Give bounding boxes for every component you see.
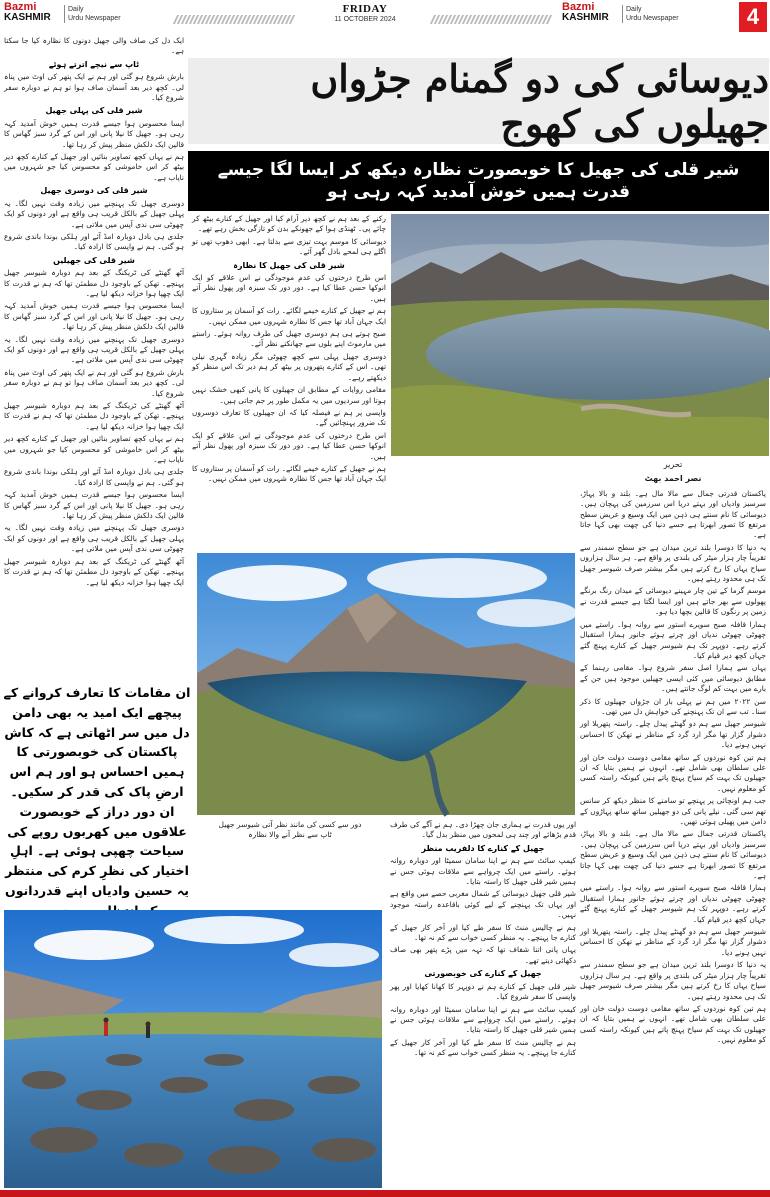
page-footer-bar [0, 1190, 770, 1197]
issue-day: FRIDAY [342, 3, 388, 15]
text-column-middle: رکنے کے بعد ہم نے کچھ دیر آرام کیا اور جھیل کے کنارے بیٹھ کر چائے پی۔ ٹھنڈی ہوا کے جھونکے بدن کو تازگی بخش رہے تھے۔ دیوسائی کا موسم بہت تیزی سے بدلتا ہے۔ ابھی دھوپ تھی تو اگلے ہی لمحے بادل گھر آئے۔ شیر قلی کی جھیل کا نظارہ اس طرح درختوں کی عدم موجودگی نے اس علاقے کو ایک انوکھا حسن عطا کیا ہے۔ دور دور تک سبزہ اور پھول نظر آتے ہیں۔ ہم نے جھیل کے کنارے خیمے لگائے۔ رات کو آسمان پر ستاروں کا ایک جہان آباد تھا جس کا نظارہ شہروں میں ممکن نہیں۔ صبح ہوتے ہی ہم دوسری جھیل کی طرف روانہ ہوئے۔ راستے میں مارموٹ اپنے بلوں سے جھانکتے نظر آئے۔ دوسری جھیل پہلی سے کچھ چھوٹی مگر زیادہ گہری نیلی تھی۔ اس کے کنارے پتھروں پر بیٹھ کر ہم دیر تک اس منظر کو دیکھتے رہے۔ مقامی روایات کے مطابق ان جھیلوں کا پانی کبھی خشک نہیں ہوتا اور سردیوں میں یہ مکمل طور پر جم جاتی ہیں۔ واپسی پر ہم نے فیصلہ کیا کہ ان جھیلوں کا تعارف دوسروں تک ضرور پہنچائیں گے۔ اس طرح درختوں کی عدم موجودگی نے اس علاقے کو ایک انوکھا حسن عطا کیا ہے۔ دور دور تک سبزہ اور پھول نظر آتے ہیں۔ ہم نے جھیل کے کنارے خیمے لگائے۔ رات کو آسمان پر ستاروں کا ایک جہان آباد تھا جس کا نظارہ شہروں میں ممکن نہیں۔ [192, 214, 386, 484]
lake-photo-1 [391, 214, 769, 456]
masthead-logo-right [562, 1, 679, 23]
text-column-center-lower: اور یوں قدرت نے ہماری جان چھڑا دی۔ ہم نے آگے کی طرف قدم بڑھائے اور چند ہی لمحوں میں منظر بدل گیا۔ جھیل کے کنارے کا دلفریب منظر کیمپ سائٹ سے ہم نے اپنا سامان سمیٹا اور دوبارہ روانہ ہوئے۔ راستے میں ایک چرواہے سے ملاقات ہوئی جس نے ہمیں شیر قلی جھیل کا راستہ بتایا۔ شیر قلی جھیل دیوسائی کے شمال مغربی حصے میں واقع ہے اور یہاں تک پہنچنے کے لیے کوئی باقاعدہ راستہ موجود نہیں۔ ہم نے چالیس منٹ کا سفر طے کیا اور آخر کار جھیل کے کنارے جا پہنچے۔ یہ منظر کسی خواب سے کم نہ تھا۔ یہاں پانی اتنا شفاف تھا کہ تہہ میں پڑے پتھر بھی صاف دکھائی دیتے تھے۔ جھیل کے کنارے کی خوبصورتی شیر قلی جھیل کے کنارے ہم نے دوپہر کا کھانا کھایا اور پھر واپسی کا سفر شروع کیا۔ کیمپ سائٹ سے ہم نے اپنا سامان سمیٹا اور دوبارہ روانہ ہوئے۔ راستے میں ایک چرواہے سے ملاقات ہوئی جس نے ہمیں شیر قلی جھیل کا راستہ بتایا۔ ہم نے چالیس منٹ کا سفر طے کیا اور آخر کار جھیل کے کنارے جا پہنچے۔ یہ منظر کسی خواب سے کم نہ تھا۔ [390, 820, 576, 1058]
lake-photo-1-image [391, 214, 769, 456]
masthead [0, 0, 770, 30]
headline: دیوسائی کی دو گمنام جڑواں جھیلوں کی کھوج [310, 56, 769, 146]
byline: تحریر [663, 460, 683, 469]
logo-name-2: KASHMIR [562, 12, 609, 23]
text-column-mid-narrow [196, 820, 384, 882]
logo-name: Bazmi [4, 1, 37, 13]
logo-tagline: Daily Urdu Newspaper [64, 5, 121, 23]
masthead-logo-left [4, 1, 121, 23]
lake-photo-2-image [197, 553, 575, 815]
lake-photo-3 [4, 910, 382, 1188]
page-number: 4 [739, 2, 767, 32]
pull-quote: ان مقامات کا تعارف کروانے کے پیچھے ایک امید یہ بھی دامن دل میں سر اٹھاتی ہے کہ کاش پاکستان کی خوبصورتی کا ہمیں احساس ہو اور ہم اس ارضِ پاک کی قدر کر سکیں۔ ان دور دراز کے خوبصورت علاقوں میں کھربوں روپے کی سیاحت چھپی ہوئی ہے۔ اہلِ اختیار کی نظرِ کرم کی منتظر یہ حسین وادیاں اپنے قدردانوں [3, 685, 191, 898]
subheadline-bar [188, 151, 769, 211]
photo-caption: دور سے کسی کی مانند نظر آتی شیوسر جھیل ٹاپ سے نظر آنے والا نظارہ [218, 820, 362, 839]
subheadline: شیر قلی کی جھیل کا خوبصورت نظارہ دیکھ کر ایسا لگا جیسے قدرت ہمیں خوش آمدید کہہ رہی ہو [217, 160, 740, 202]
logo-name: Bazmi [562, 1, 595, 13]
headline-box [188, 58, 769, 144]
issue-date: 11 OCTOBER 2024 [334, 16, 396, 23]
lake-photo-3-image [4, 910, 382, 1188]
lake-photo-2 [197, 553, 575, 815]
header-stripes-right [432, 9, 552, 18]
logo-tagline: Daily Urdu Newspaper [622, 5, 679, 23]
byline-name: نصر احمد بھٹ [644, 474, 702, 484]
text-column-left: ایک دل کی صاف والی جھیل دونوں کا نظارہ کیا جا سکتا ہے۔ ٹاپ سے نیچے اترتے ہوئے بارش شروع ہو گئی اور ہم نے ایک پتھر کی اوٹ میں پناہ لی۔ کچھ دیر بعد آسمان صاف ہوا تو ہم نے دوبارہ سفر شروع کیا۔ شیر قلی کی پہلی جھیل ایسا محسوس ہوا جیسے قدرت ہمیں خوش آمدید کہہ رہی ہو۔ جھیل کا نیلا پانی اور اس کے گرد سبز گھاس کا قالین ایک دلکش منظر پیش کر رہا تھا۔ ہم نے یہاں کچھ تصاویر بنائیں اور جھیل کے کنارے کچھ دیر بیٹھ کر اس خاموشی کو محسوس کیا جو شہروں میں نایاب ہے۔ شیر قلی کی دوسری جھیل دوسری جھیل تک پہنچنے میں زیادہ وقت نہیں لگا۔ یہ پہلی جھیل کے بالکل قریب ہی واقع ہے اور دونوں کو ایک چھوٹی سی ندی آپس میں ملاتی ہے۔ جلدی ہی بادل دوبارہ امڈ آئے اور ہلکی بوندا باندی شروع ہو گئی۔ ہم نے واپسی کا ارادہ کیا۔ شیر قلی کی جھیلیں آٹھ گھنٹے کی ٹریکنگ کے بعد ہم دوبارہ شیوسر جھیل پہنچے۔ تھکن کے باوجود دل مطمئن تھا کہ ہم نے قدرت کا ایک چھپا ہوا خزانہ دیکھ لیا ہے۔ ایسا محسوس ہوا جیسے قدرت ہمیں خوش آمدید کہہ رہی ہو۔ جھیل کا نیلا پانی اور اس کے گرد سبز گھاس کا قالین ایک دلکش منظر پیش کر رہا تھا۔ دوسری جھیل تک پہنچنے میں زیادہ وقت نہیں لگا۔ یہ پہلی جھیل کے بالکل قریب ہی واقع ہے اور دونوں کو ایک چھوٹی سی ندی آپس میں ملاتی ہے۔ بارش شروع ہو گئی اور ہم نے ایک پتھر کی اوٹ میں پناہ لی۔ کچھ دیر بعد آسمان صاف ہوا تو ہم نے دوبارہ سفر شروع کیا۔ آٹھ گھنٹے کی ٹریکنگ کے بعد ہم دوبارہ شیوسر جھیل پہنچے۔ تھکن کے باوجود دل مطمئن تھا کہ ہم نے قدرت کا ایک چھپا ہوا خزانہ دیکھ لیا ہے۔ ہم نے یہاں کچھ تصاویر بنائیں اور جھیل کے کنارے کچھ دیر بیٹھ کر اس خاموشی کو محسوس کیا جو شہروں میں نایاب ہے۔ جلدی ہی بادل دوبارہ امڈ آئے اور ہلکی بوندا باندی شروع ہو گئی۔ ہم نے واپسی کا ارادہ کیا۔ ایسا محسوس ہوا جیسے قدرت ہمیں خوش آمدید کہہ رہی ہو۔ جھیل کا نیلا پانی اور اس کے گرد سبز گھاس کا قالین ایک دلکش منظر پیش کر رہا تھا۔ دوسری جھیل تک پہنچنے میں زیادہ وقت نہیں لگا۔ یہ پہلی جھیل کے بالکل قریب ہی واقع ہے اور دونوں کو ایک چھوٹی سی ندی آپس میں ملاتی ہے۔ آٹھ گھنٹے کی ٹریکنگ کے بعد ہم دوبارہ شیوسر جھیل پہنچے۔ تھکن کے باوجود دل مطمئن تھا کہ ہم نے قدرت کا ایک چھپا ہوا خزانہ دیکھ لیا ہے۔ [4, 36, 184, 587]
text-column-right: تحریر نصر احمد بھٹ پاکستان قدرتی جمال سے مالا مال ہے۔ بلند و بالا پہاڑ، سرسبز وادیاں اور بہتے دریا اس سرزمین کی پہچان ہیں۔ دیوسائی کا نام سنتے ہی ذہن میں ایک وسیع و عریض سطح مرتفع کا تصور ابھرتا ہے جسے دنیا کی چھت بھی کہا جاتا ہے۔ یہ دنیا کا دوسرا بلند ترین میدان ہے جو سطح سمندر سے تقریباً چار ہزار میٹر کی بلندی پر واقع ہے۔ ہر سال ہزاروں سیاح یہاں کا رخ کرتے ہیں مگر بیشتر صرف شیوسر جھیل تک ہی محدود رہتے ہیں۔ موسم گرما کے تین چار مہینے دیوسائی کے میدان رنگ برنگے پھولوں سے بھر جاتے ہیں اور ایسا لگتا ہے جیسے قدرت نے زمین پر رنگوں کا قالین بچھا دیا ہو۔ ہمارا قافلہ صبح سویرے استور سے روانہ ہوا۔ راستے میں چھوٹی چھوٹی ندیاں اور چرتے ہوئے جانور ہمارا استقبال کرتے رہے۔ دوپہر تک ہم شیوسر جھیل کے کنارے پہنچ گئے جہاں کچھ دیر قیام کیا۔ یہاں سے ہمارا اصل سفر شروع ہوا۔ مقامی رہنما کے مطابق دیوسائی میں کئی ایسی جھیلیں موجود ہیں جن کے بارے میں بہت کم لوگ جانتے ہیں۔ سن ۲۰۲۲ میں ہم نے پہلی بار ان جڑواں جھیلوں کا ذکر سنا۔ تب سے ان تک پہنچنے کی خواہش دل میں تھی۔ شیوسر جھیل سے ہم دو گھنٹے پیدل چلے۔ راستہ پتھریلا اور دشوار گزار تھا مگر ارد گرد کے مناظر نے تھکن کا احساس نہیں ہونے دیا۔ ہم تین کوہ نوردوں کے ساتھ مقامی دوست دولت خان اور علی سلطان بھی شامل تھے۔ انہوں نے ہمیں بتایا کہ ان جھیلوں تک بہت کم سیاح پہنچ پاتے ہیں کیونکہ راستہ کسی کو معلوم نہیں۔ جب ہم اونچائی پر پہنچے تو سامنے کا منظر دیکھ کر سانس تھم سی گئی۔ نیلے پانی کی دو جھیلیں ساتھ ساتھ پہاڑوں کے دامن میں پھیلی ہوئی تھیں۔ پاکستان قدرتی جمال سے مالا مال ہے۔ بلند و بالا پہاڑ، سرسبز وادیاں اور بہتے دریا اس سرزمین کی پہچان ہیں۔ دیوسائی کا نام سنتے ہی ذہن میں ایک وسیع و عریض سطح مرتفع کا تصور ابھرتا ہے جسے دنیا کی چھت بھی کہا جاتا ہے۔ ہمارا قافلہ صبح سویرے استور سے روانہ ہوا۔ راستے میں چھوٹی چھوٹی ندیاں اور چرتے ہوئے جانور ہمارا استقبال کرتے رہے۔ دوپہر تک ہم شیوسر جھیل کے کنارے پہنچ گئے جہاں کچھ دیر قیام کیا۔ شیوسر جھیل سے ہم دو گھنٹے پیدل چلے۔ راستہ پتھریلا اور دشوار گزار تھا مگر ارد گرد کے مناظر نے تھکن کا احساس نہیں ہونے دیا۔ یہ دنیا کا دوسرا بلند ترین میدان ہے جو سطح سمندر سے تقریباً چار ہزار میٹر کی بلندی پر واقع ہے۔ ہر سال ہزاروں سیاح یہاں کا رخ کرتے ہیں مگر بیشتر صرف شیوسر جھیل تک ہی محدود رہتے ہیں۔ ہم تین کوہ نوردوں کے ساتھ مقامی دوست دولت خان اور علی سلطان بھی شامل تھے۔ انہوں نے ہمیں بتایا کہ ان جھیلوں تک بہت کم سیاح پہنچ پاتے ہیں کیونکہ راستہ کسی کو معلوم نہیں۔ [580, 460, 766, 1045]
logo-name-2: KASHMIR [4, 12, 51, 23]
header-stripes-left [175, 9, 295, 18]
